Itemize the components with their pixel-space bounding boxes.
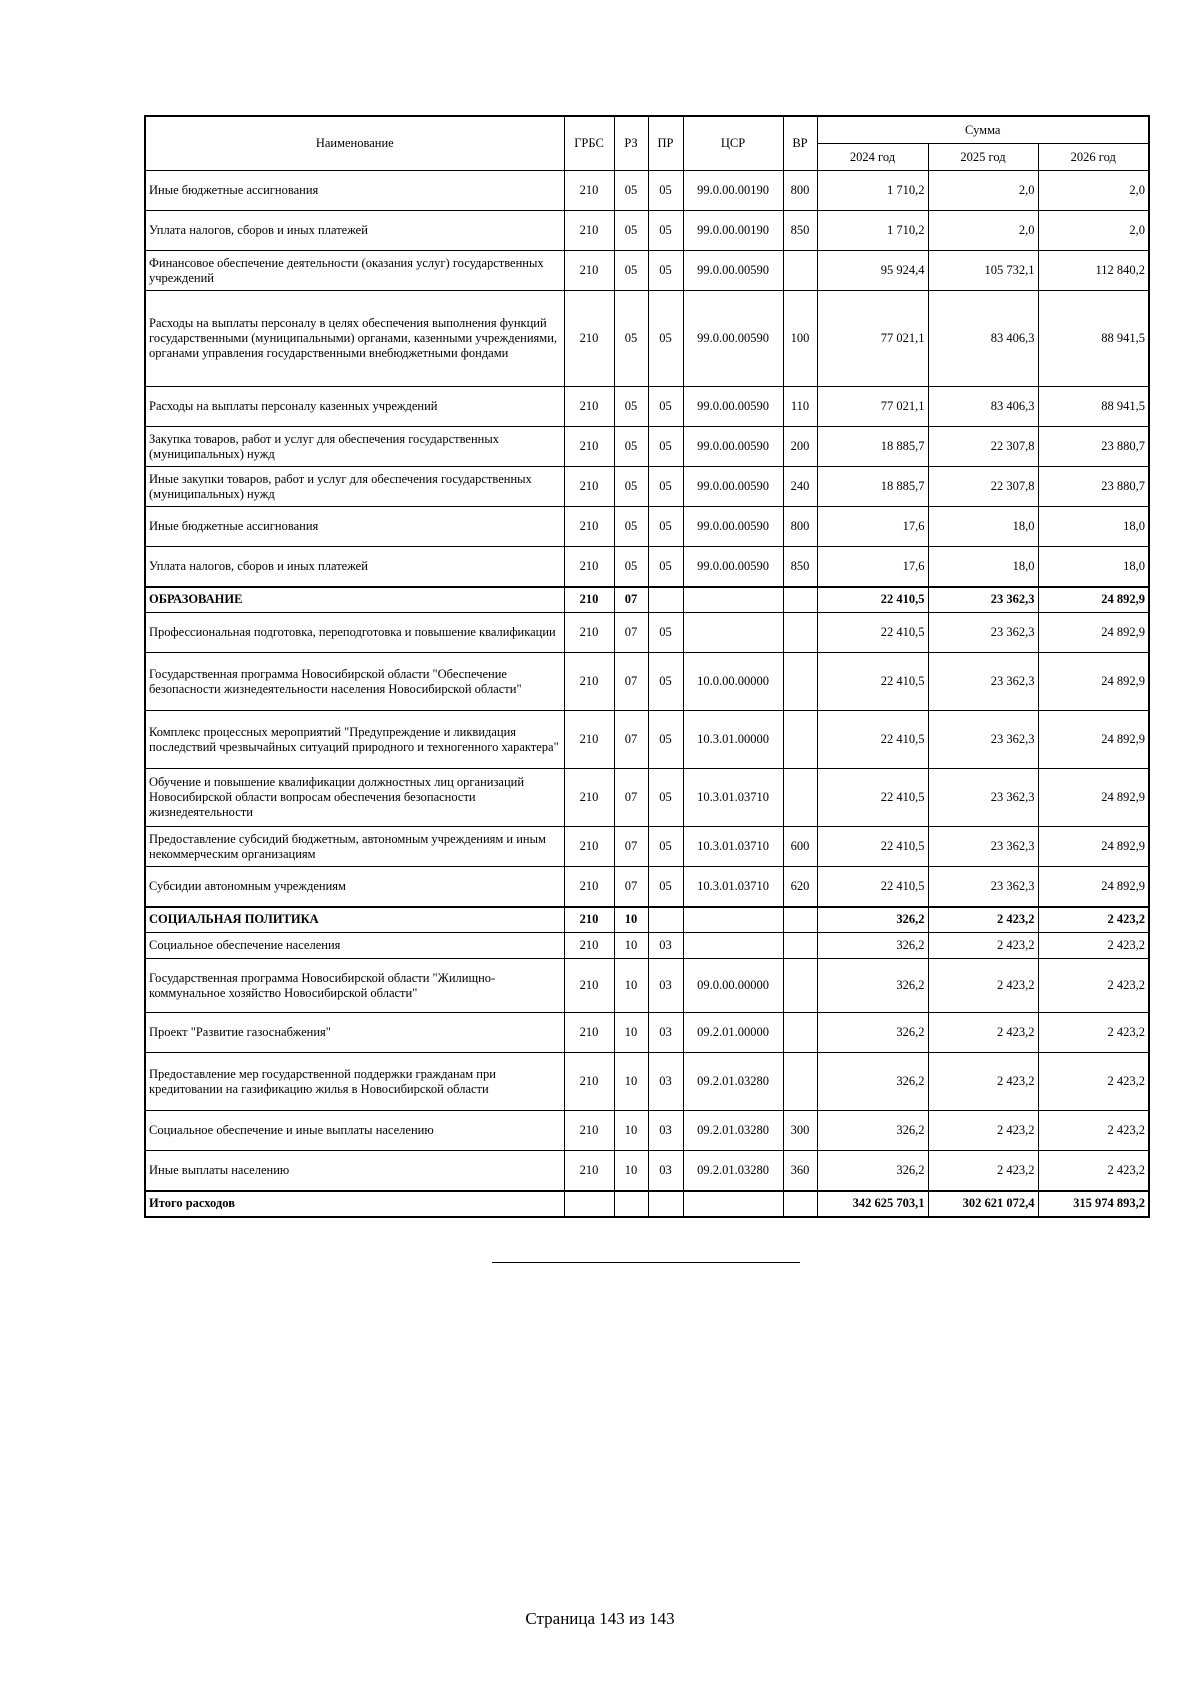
cell-grbs: 210 (564, 711, 614, 769)
cell-y2026: 2 423,2 (1038, 933, 1149, 959)
table-row (145, 211, 1149, 251)
cell-vr (783, 1053, 817, 1111)
cell-y2026: 2 423,2 (1038, 1013, 1149, 1053)
cell-name: Итого расходов (145, 1191, 564, 1217)
cell-vr: 850 (783, 547, 817, 587)
table-row (145, 907, 1149, 933)
cell-pr (648, 1191, 683, 1217)
cell-y2025: 2 423,2 (928, 1111, 1038, 1151)
cell-name: Социальное обеспечение населения (145, 933, 564, 959)
cell-name: Иные закупки товаров, работ и услуг для обеспечения государственных (муниципальных) нужд (145, 467, 564, 507)
cell-csr: 09.2.01.00000 (683, 1013, 783, 1053)
cell-y2025: 23 362,3 (928, 711, 1038, 769)
cell-rz: 05 (614, 291, 648, 387)
cell-pr: 05 (648, 653, 683, 711)
cell-pr: 05 (648, 171, 683, 211)
cell-y2025: 105 732,1 (928, 251, 1038, 291)
cell-pr: 05 (648, 427, 683, 467)
page-number: Страница 143 из 143 (525, 1609, 675, 1628)
cell-grbs: 210 (564, 769, 614, 827)
cell-grbs: 210 (564, 1013, 614, 1053)
cell-name: Предоставление субсидий бюджетным, автономным учреждениям и иным некоммерческим организациям (145, 827, 564, 867)
cell-y2024: 22 410,5 (817, 827, 928, 867)
cell-rz: 07 (614, 769, 648, 827)
cell-pr: 05 (648, 769, 683, 827)
cell-grbs: 210 (564, 251, 614, 291)
cell-y2025: 23 362,3 (928, 587, 1038, 613)
cell-rz (614, 1191, 648, 1217)
cell-y2024: 326,2 (817, 1053, 928, 1111)
cell-grbs: 210 (564, 507, 614, 547)
cell-y2024: 18 885,7 (817, 427, 928, 467)
cell-vr (783, 613, 817, 653)
cell-y2026: 112 840,2 (1038, 251, 1149, 291)
budget-table (144, 115, 1150, 1218)
header-row (145, 116, 1149, 144)
cell-y2026: 24 892,9 (1038, 587, 1149, 613)
cell-y2025: 83 406,3 (928, 387, 1038, 427)
cell-rz: 10 (614, 959, 648, 1013)
cell-name: Государственная программа Новосибирской области "Обеспечение безопасности жизнедеятельности населения Новосибирской области" (145, 653, 564, 711)
cell-grbs: 210 (564, 1111, 614, 1151)
cell-y2025: 83 406,3 (928, 291, 1038, 387)
cell-vr: 360 (783, 1151, 817, 1191)
cell-name: Финансовое обеспечение деятельности (оказания услуг) государственных учреждений (145, 251, 564, 291)
cell-name: Уплата налогов, сборов и иных платежей (145, 547, 564, 587)
cell-y2026: 2 423,2 (1038, 1053, 1149, 1111)
cell-y2026: 88 941,5 (1038, 387, 1149, 427)
col-header-name: Наименование (145, 116, 564, 171)
table-body (145, 171, 1149, 1217)
cell-grbs: 210 (564, 1053, 614, 1111)
cell-grbs: 210 (564, 547, 614, 587)
table-row (145, 1151, 1149, 1191)
cell-y2024: 77 021,1 (817, 387, 928, 427)
cell-rz: 07 (614, 613, 648, 653)
cell-grbs: 210 (564, 467, 614, 507)
cell-y2025: 18,0 (928, 507, 1038, 547)
cell-pr: 05 (648, 467, 683, 507)
cell-y2024: 22 410,5 (817, 653, 928, 711)
cell-pr: 05 (648, 613, 683, 653)
table-row (145, 867, 1149, 907)
cell-vr: 600 (783, 827, 817, 867)
cell-y2026: 88 941,5 (1038, 291, 1149, 387)
cell-y2024: 1 710,2 (817, 211, 928, 251)
cell-y2025: 2 423,2 (928, 1151, 1038, 1191)
cell-rz: 05 (614, 171, 648, 211)
table-row (145, 427, 1149, 467)
cell-name: Расходы на выплаты персоналу казенных учреждений (145, 387, 564, 427)
col-header-2026: 2026 год (1038, 144, 1149, 171)
col-header-sum: Сумма (817, 116, 1149, 144)
cell-y2025: 2 423,2 (928, 1013, 1038, 1053)
cell-vr: 800 (783, 507, 817, 547)
cell-y2026: 23 880,7 (1038, 427, 1149, 467)
cell-vr: 850 (783, 211, 817, 251)
table-row (145, 827, 1149, 867)
cell-rz: 05 (614, 507, 648, 547)
cell-name: ОБРАЗОВАНИЕ (145, 587, 564, 613)
cell-csr: 10.3.01.03710 (683, 867, 783, 907)
cell-y2024: 17,6 (817, 507, 928, 547)
cell-vr: 620 (783, 867, 817, 907)
cell-vr (783, 933, 817, 959)
cell-name: Предоставление мер государственной поддержки гражданам при кредитовании на газификацию жилья в Новосибирской области (145, 1053, 564, 1111)
cell-y2024: 326,2 (817, 907, 928, 933)
cell-y2025: 18,0 (928, 547, 1038, 587)
cell-name: Закупка товаров, работ и услуг для обеспечения государственных (муниципальных) нужд (145, 427, 564, 467)
cell-pr (648, 587, 683, 613)
cell-vr (783, 653, 817, 711)
cell-csr: 99.0.00.00190 (683, 211, 783, 251)
cell-rz: 10 (614, 1151, 648, 1191)
cell-y2026: 24 892,9 (1038, 827, 1149, 867)
cell-grbs: 210 (564, 613, 614, 653)
cell-pr: 05 (648, 507, 683, 547)
cell-y2025: 22 307,8 (928, 467, 1038, 507)
cell-y2025: 2,0 (928, 171, 1038, 211)
cell-y2025: 23 362,3 (928, 653, 1038, 711)
cell-csr (683, 933, 783, 959)
cell-csr: 99.0.00.00590 (683, 291, 783, 387)
cell-pr: 03 (648, 1053, 683, 1111)
cell-grbs: 210 (564, 867, 614, 907)
cell-y2024: 77 021,1 (817, 291, 928, 387)
cell-csr: 99.0.00.00590 (683, 547, 783, 587)
cell-name: Уплата налогов, сборов и иных платежей (145, 211, 564, 251)
cell-vr: 800 (783, 171, 817, 211)
cell-pr: 03 (648, 933, 683, 959)
cell-pr: 05 (648, 711, 683, 769)
cell-y2026: 315 974 893,2 (1038, 1191, 1149, 1217)
cell-pr: 05 (648, 867, 683, 907)
cell-csr (683, 1191, 783, 1217)
cell-y2024: 326,2 (817, 959, 928, 1013)
cell-rz: 07 (614, 867, 648, 907)
cell-y2026: 2 423,2 (1038, 907, 1149, 933)
cell-pr: 03 (648, 959, 683, 1013)
cell-y2026: 2,0 (1038, 211, 1149, 251)
cell-csr: 09.2.01.03280 (683, 1111, 783, 1151)
cell-csr: 99.0.00.00190 (683, 171, 783, 211)
cell-y2026: 2,0 (1038, 171, 1149, 211)
cell-csr: 10.3.01.03710 (683, 769, 783, 827)
table-row (145, 547, 1149, 587)
cell-rz: 05 (614, 211, 648, 251)
col-header-rz: РЗ (614, 116, 648, 171)
cell-y2026: 2 423,2 (1038, 1151, 1149, 1191)
cell-rz: 10 (614, 1053, 648, 1111)
cell-grbs: 210 (564, 291, 614, 387)
cell-name: Иные бюджетные ассигнования (145, 507, 564, 547)
cell-csr: 10.3.01.00000 (683, 711, 783, 769)
cell-rz: 07 (614, 827, 648, 867)
cell-y2024: 22 410,5 (817, 613, 928, 653)
table-row (145, 1053, 1149, 1111)
cell-y2026: 23 880,7 (1038, 467, 1149, 507)
cell-y2024: 326,2 (817, 1111, 928, 1151)
cell-rz: 05 (614, 251, 648, 291)
cell-name: Иные бюджетные ассигнования (145, 171, 564, 211)
cell-name: Социальное обеспечение и иные выплаты населению (145, 1111, 564, 1151)
cell-grbs: 210 (564, 587, 614, 613)
cell-vr (783, 1013, 817, 1053)
cell-csr: 99.0.00.00590 (683, 251, 783, 291)
cell-csr (683, 907, 783, 933)
cell-y2026: 2 423,2 (1038, 1111, 1149, 1151)
cell-csr: 09.0.00.00000 (683, 959, 783, 1013)
cell-grbs: 210 (564, 1151, 614, 1191)
cell-y2024: 326,2 (817, 1013, 928, 1053)
cell-pr: 05 (648, 291, 683, 387)
table-row (145, 291, 1149, 387)
cell-y2026: 24 892,9 (1038, 867, 1149, 907)
cell-y2026: 18,0 (1038, 547, 1149, 587)
cell-pr: 05 (648, 547, 683, 587)
col-header-vr: ВР (783, 116, 817, 171)
cell-vr (783, 1191, 817, 1217)
cell-vr (783, 251, 817, 291)
cell-rz: 05 (614, 547, 648, 587)
table-row (145, 251, 1149, 291)
table-row (145, 1013, 1149, 1053)
cell-name: Комплекс процессных мероприятий "Предупреждение и ликвидация последствий чрезвычайных ситуаций природного и техногенного характера" (145, 711, 564, 769)
cell-rz: 07 (614, 653, 648, 711)
col-header-csr: ЦСР (683, 116, 783, 171)
cell-csr: 10.3.01.03710 (683, 827, 783, 867)
cell-name: Профессиональная подготовка, переподготовка и повышение квалификации (145, 613, 564, 653)
cell-y2026: 24 892,9 (1038, 711, 1149, 769)
cell-vr (783, 959, 817, 1013)
cell-y2024: 342 625 703,1 (817, 1191, 928, 1217)
cell-y2025: 2 423,2 (928, 907, 1038, 933)
table-row (145, 769, 1149, 827)
cell-vr: 200 (783, 427, 817, 467)
cell-csr: 99.0.00.00590 (683, 507, 783, 547)
cell-rz: 05 (614, 387, 648, 427)
cell-csr: 10.0.00.00000 (683, 653, 783, 711)
cell-rz: 07 (614, 711, 648, 769)
cell-y2024: 22 410,5 (817, 867, 928, 907)
table-row (145, 711, 1149, 769)
cell-y2025: 2 423,2 (928, 933, 1038, 959)
cell-name: Обучение и повышение квалификации должностных лиц организаций Новосибирской области вопросам обеспечения безопасности жизнедеятельности (145, 769, 564, 827)
cell-grbs (564, 1191, 614, 1217)
cell-grbs: 210 (564, 933, 614, 959)
cell-grbs: 210 (564, 907, 614, 933)
table-row (145, 959, 1149, 1013)
table-row (145, 171, 1149, 211)
cell-rz: 07 (614, 587, 648, 613)
cell-vr: 240 (783, 467, 817, 507)
cell-pr: 03 (648, 1111, 683, 1151)
cell-grbs: 210 (564, 653, 614, 711)
cell-rz: 10 (614, 1013, 648, 1053)
cell-y2026: 24 892,9 (1038, 613, 1149, 653)
cell-y2024: 22 410,5 (817, 769, 928, 827)
cell-y2024: 22 410,5 (817, 711, 928, 769)
table-row (145, 1111, 1149, 1151)
cell-y2026: 24 892,9 (1038, 653, 1149, 711)
cell-y2025: 23 362,3 (928, 867, 1038, 907)
table-row (145, 467, 1149, 507)
cell-y2024: 326,2 (817, 1151, 928, 1191)
cell-vr: 100 (783, 291, 817, 387)
cell-name: Расходы на выплаты персоналу в целях обеспечения выполнения функций государственными (муниципальными) органами, казенными учреждениями, органами управления государственными внебюджетными фондами (145, 291, 564, 387)
cell-y2025: 2 423,2 (928, 1053, 1038, 1111)
cell-y2026: 24 892,9 (1038, 769, 1149, 827)
cell-grbs: 210 (564, 427, 614, 467)
cell-grbs: 210 (564, 827, 614, 867)
col-header-grbs: ГРБС (564, 116, 614, 171)
cell-y2024: 22 410,5 (817, 587, 928, 613)
cell-y2025: 2 423,2 (928, 959, 1038, 1013)
cell-y2024: 95 924,4 (817, 251, 928, 291)
cell-name: СОЦИАЛЬНАЯ ПОЛИТИКА (145, 907, 564, 933)
table-row (145, 1191, 1149, 1217)
cell-pr: 05 (648, 251, 683, 291)
cell-vr (783, 769, 817, 827)
table-row (145, 387, 1149, 427)
cell-csr: 09.2.01.03280 (683, 1053, 783, 1111)
cell-pr: 03 (648, 1013, 683, 1053)
cell-name: Государственная программа Новосибирской области "Жилищно-коммунальное хозяйство Новосибирской области" (145, 959, 564, 1013)
cell-y2026: 18,0 (1038, 507, 1149, 547)
cell-csr (683, 587, 783, 613)
cell-rz: 05 (614, 467, 648, 507)
col-header-2024: 2024 год (817, 144, 928, 171)
cell-y2025: 302 621 072,4 (928, 1191, 1038, 1217)
cell-pr: 03 (648, 1151, 683, 1191)
cell-name: Субсидии автономным учреждениям (145, 867, 564, 907)
table-row (145, 653, 1149, 711)
col-header-2025: 2025 год (928, 144, 1038, 171)
cell-y2025: 23 362,3 (928, 613, 1038, 653)
cell-csr: 99.0.00.00590 (683, 387, 783, 427)
cell-y2024: 17,6 (817, 547, 928, 587)
cell-rz: 10 (614, 907, 648, 933)
cell-rz: 05 (614, 427, 648, 467)
cell-vr: 110 (783, 387, 817, 427)
col-header-pr: ПР (648, 116, 683, 171)
cell-csr: 09.2.01.03280 (683, 1151, 783, 1191)
cell-y2026: 2 423,2 (1038, 959, 1149, 1013)
cell-pr: 05 (648, 827, 683, 867)
cell-grbs: 210 (564, 959, 614, 1013)
cell-vr (783, 711, 817, 769)
cell-rz: 10 (614, 1111, 648, 1151)
cell-grbs: 210 (564, 211, 614, 251)
cell-pr: 05 (648, 211, 683, 251)
table-row (145, 507, 1149, 547)
cell-csr: 99.0.00.00590 (683, 427, 783, 467)
cell-csr: 99.0.00.00590 (683, 467, 783, 507)
cell-csr (683, 613, 783, 653)
table-row (145, 613, 1149, 653)
cell-y2025: 2,0 (928, 211, 1038, 251)
cell-vr (783, 587, 817, 613)
footer-divider (492, 1262, 800, 1263)
cell-y2025: 22 307,8 (928, 427, 1038, 467)
cell-vr (783, 907, 817, 933)
cell-y2024: 326,2 (817, 933, 928, 959)
cell-y2025: 23 362,3 (928, 769, 1038, 827)
cell-grbs: 210 (564, 171, 614, 211)
cell-rz: 10 (614, 933, 648, 959)
cell-grbs: 210 (564, 387, 614, 427)
cell-y2024: 18 885,7 (817, 467, 928, 507)
cell-pr: 05 (648, 387, 683, 427)
cell-pr (648, 907, 683, 933)
cell-name: Иные выплаты населению (145, 1151, 564, 1191)
table-row (145, 933, 1149, 959)
cell-vr: 300 (783, 1111, 817, 1151)
cell-name: Проект "Развитие газоснабжения" (145, 1013, 564, 1053)
cell-y2024: 1 710,2 (817, 171, 928, 211)
cell-y2025: 23 362,3 (928, 827, 1038, 867)
table-row (145, 587, 1149, 613)
